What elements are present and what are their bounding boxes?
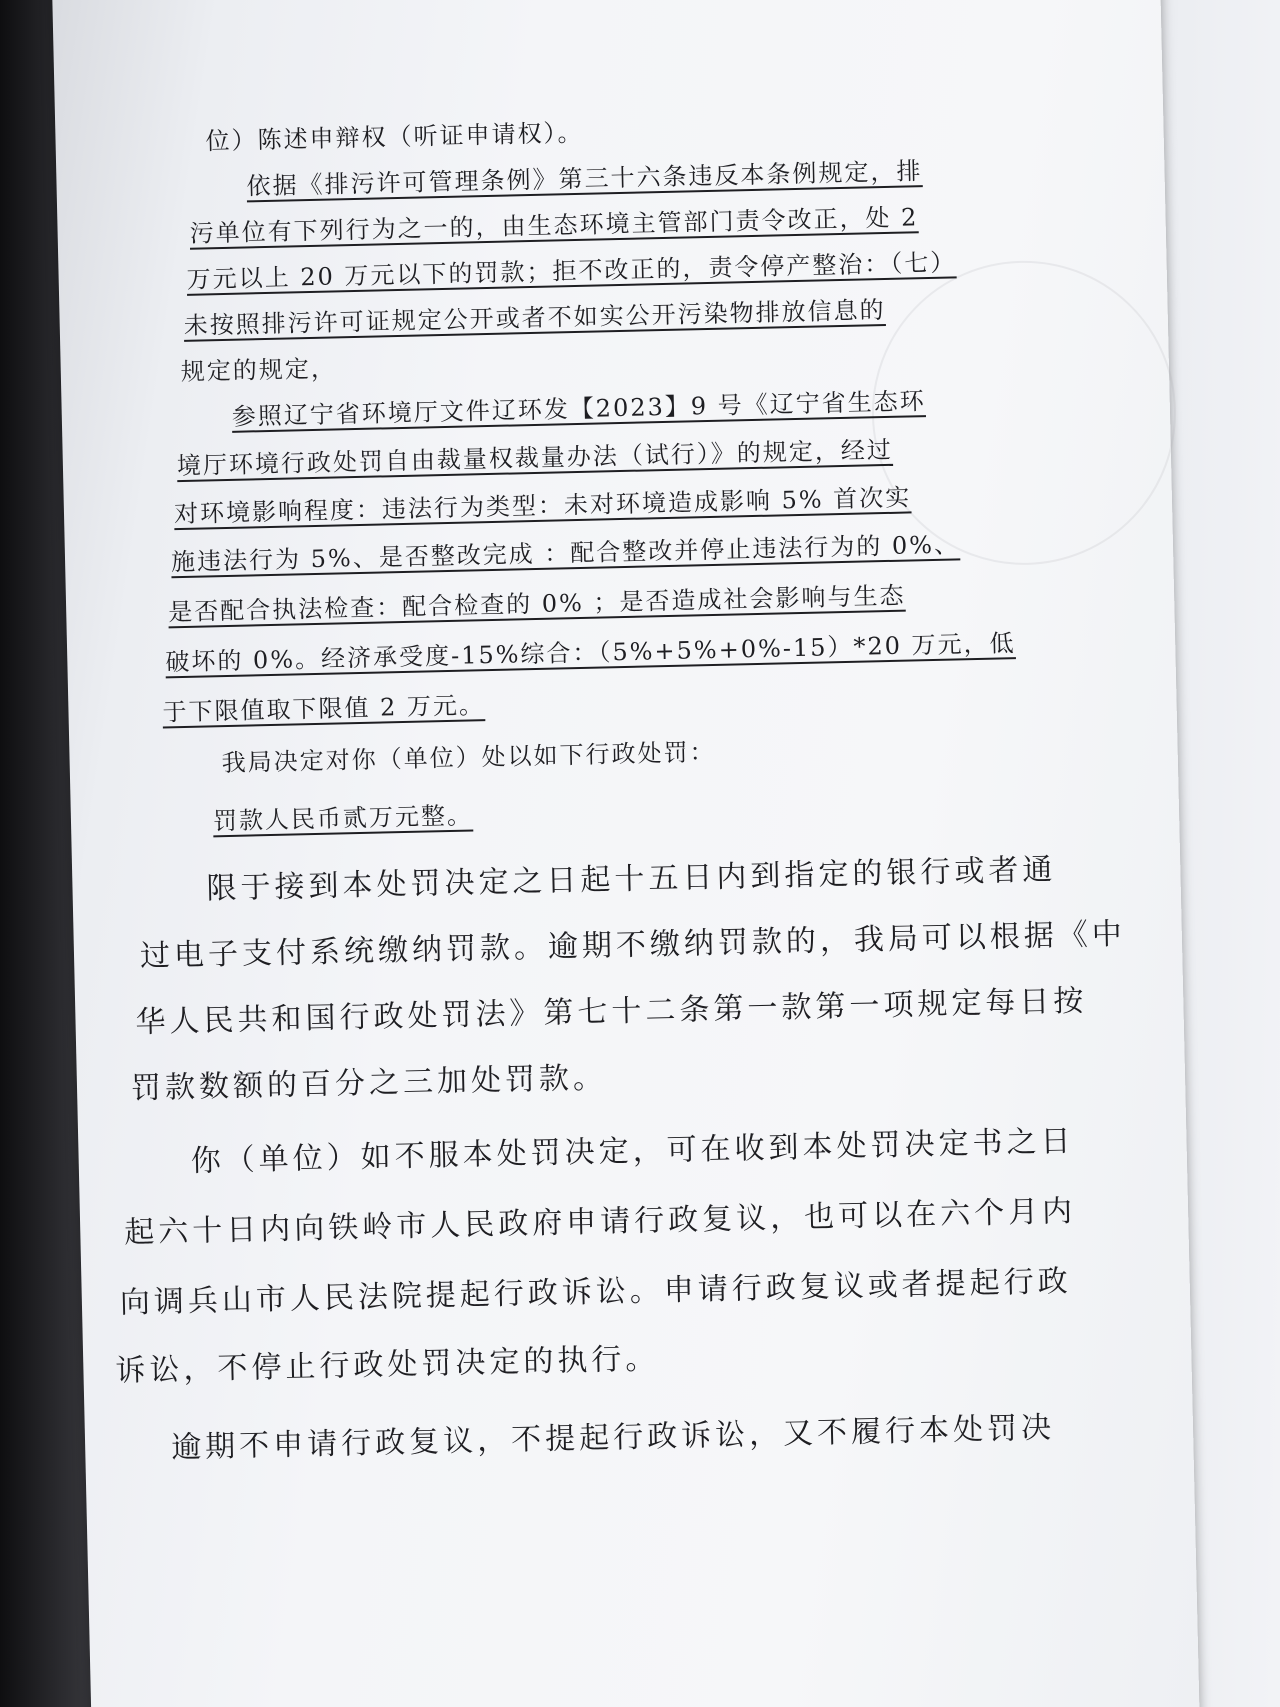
text-line: 诉讼，不停止行政处罚决定的执行。 [115,1341,660,1389]
text-line: 起六十日内向铁岭市人民政府申请行政复议，也可以在六个月内 [123,1193,1077,1251]
text-line: 未按照排污许可证规定公开或者不如实公开污染物排放信息的 [183,295,886,340]
text-line: 规定的规定， [180,354,338,386]
text-line: 过电子支付系统缴纳罚款。逾期不缴纳罚款的，我局可以根据《中 [139,916,1127,975]
text-line: 是否配合执法检查：配合检查的 0% ；是否造成社会影响与生态 [167,581,906,627]
text-line: 对环境影响程度：违法行为类型：未对环境造成影响 5% 首次实 [173,483,912,529]
text-line: 境厅环境行政处罚自由裁量权裁量办法（试行）》的规定，经过 [176,435,894,481]
text-line: 华人民共和国行政处罚法》第七十二条第一款第一项规定每日按 [135,983,1088,1041]
text-line: 施违法行为 5%、是否整改完成 ：配合整改并停止违法行为的 0%、 [170,530,961,577]
text-line: 参照辽宁省环境厅文件辽环发【2023】9 号《辽宁省生态环 [231,387,926,431]
penalty-amount-line: 罚款人民币贰万元整。 [212,801,474,836]
document-page [52,0,1200,1707]
text-line: 我局决定对你（单位）处以如下行政处罚： [221,737,716,778]
text-line: 位）陈述申辩权（听证申请权）。 [205,118,584,156]
text-line: 于下限值取下限值 2 万元。 [162,691,486,727]
text-line: 污单位有下列行为之一的，由生态环境主管部门责令改正，处 2 [189,203,919,248]
text-line: 破坏的 0%。经济承受度-15%综合：（5%+5%+0%-15）*20 万元，低 [165,629,1016,677]
text-line: 限于接到本处罚决定之日起十五日内到指定的银行或者通 [206,852,1057,907]
text-line: 依据《排污许可管理条例》第三十六条违反本条例规定，排 [246,157,923,201]
text-line: 向调兵山市人民法院提起行政诉讼。申请行政复议或者提起行政 [119,1264,1073,1321]
text-line: 逾期不申请行政复议，不提起行政诉讼，又不履行本处罚决 [170,1410,1056,1466]
text-line: 你（单位）如不服本处罚决定，可在收到本处罚决定书之日 [190,1123,1075,1179]
document-text [52,0,1200,1707]
text-line: 万元以上 20 万元以下的罚款；拒不改正的，责令停产整治：（七） [186,248,957,294]
text-line: 罚款数额的百分之三加处罚款。 [130,1060,608,1107]
